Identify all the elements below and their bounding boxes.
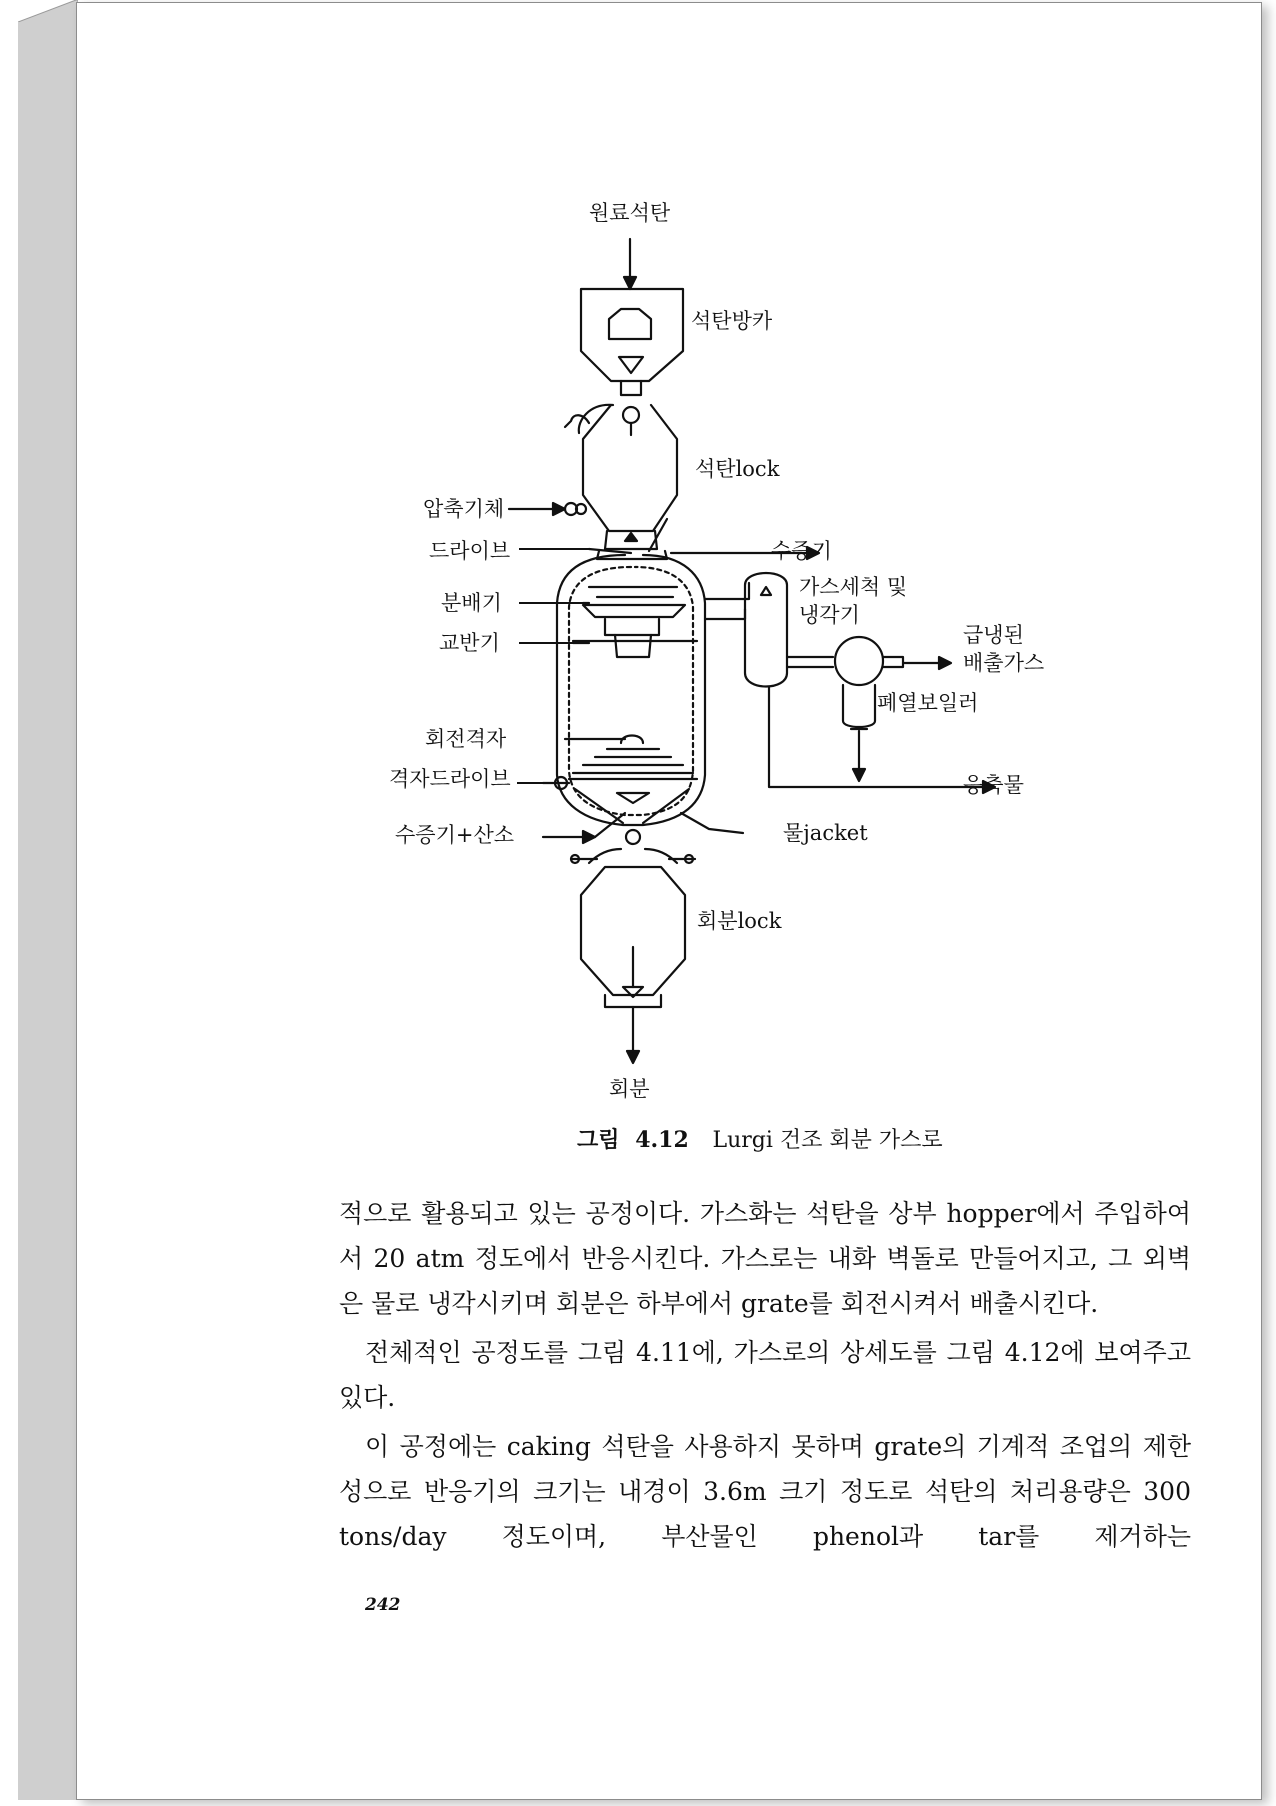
lurgi-gasifier-diagram xyxy=(77,3,1261,1113)
coal-bunker xyxy=(581,289,683,381)
label-distributor: 분배기 xyxy=(441,591,502,615)
boiler-drum xyxy=(835,637,883,685)
caption-label: 그림 xyxy=(577,1127,620,1153)
waste-heat-boiler xyxy=(843,685,875,727)
reactor-vessel xyxy=(557,555,705,825)
label-coal-bunker: 석탄방카 xyxy=(691,309,773,333)
label-water-jacket: 물jacket xyxy=(783,821,868,845)
caption-number: 4.12 xyxy=(635,1127,689,1153)
label-cooled-gas-line2: 배출가스 xyxy=(963,651,1045,675)
paragraph: 전체적인 공정도를 그림 4.11에, 가스로의 상세도를 그림 4.12에 보여주고 있다. xyxy=(339,1338,1191,1412)
label-condensate: 응축물 xyxy=(963,773,1024,797)
label-steam-out: 수증기 xyxy=(771,539,832,563)
label-stirrer: 교반기 xyxy=(439,631,500,655)
figure-caption xyxy=(577,1123,943,1154)
label-raw-coal: 원료석탄 xyxy=(589,201,671,225)
label-ash: 회분 xyxy=(609,1077,650,1101)
label-ash-lock: 회분lock xyxy=(697,909,782,933)
label-rotating-grate: 회전격자 xyxy=(425,727,507,751)
label-steam-oxygen: 수증기+산소 xyxy=(395,823,515,847)
paragraph: 이 공정에는 caking 석탄을 사용하지 못하며 grate의 기계적 조업의 제한성으로 반응기의 크기는 내경이 3.6m 크기 정도로 석탄의 처리용량은 300 tons/day 정도이며, 부산물인 phenol과 tar를 제거하는 xyxy=(339,1432,1191,1551)
page-number: 242 xyxy=(365,1595,401,1615)
label-grate-drive: 격자드라이브 xyxy=(389,767,511,791)
label-compressed-gas: 압축기체 xyxy=(423,497,505,521)
label-scrubber-line1: 가스세척 및 xyxy=(799,575,908,599)
label-coal-lock: 석탄lock xyxy=(695,457,780,481)
label-scrubber-line2: 냉각기 xyxy=(799,603,860,627)
gas-scrubber xyxy=(745,573,787,687)
book-spine-top xyxy=(18,0,78,24)
caption-text: Lurgi 건조 회분 가스로 xyxy=(712,1128,943,1153)
label-waste-heat-boiler: 폐열보일러 xyxy=(877,691,979,715)
label-cooled-gas-line1: 급냉된 xyxy=(963,623,1024,647)
page xyxy=(76,2,1262,1800)
paragraph: 적으로 활용되고 있는 공정이다. 가스화는 석탄을 상부 hopper에서 주입하여서 20 atm 정도에서 반응시킨다. 가스로는 내화 벽돌로 만들어지고, 그 외벽은 물로 냉각시키며 회분은 하부에서 grate를 회전시켜서 배출시킨다. xyxy=(339,1199,1191,1318)
body-text xyxy=(339,1191,1191,1563)
book-spine xyxy=(18,22,79,1800)
label-drive: 드라이브 xyxy=(429,539,511,563)
